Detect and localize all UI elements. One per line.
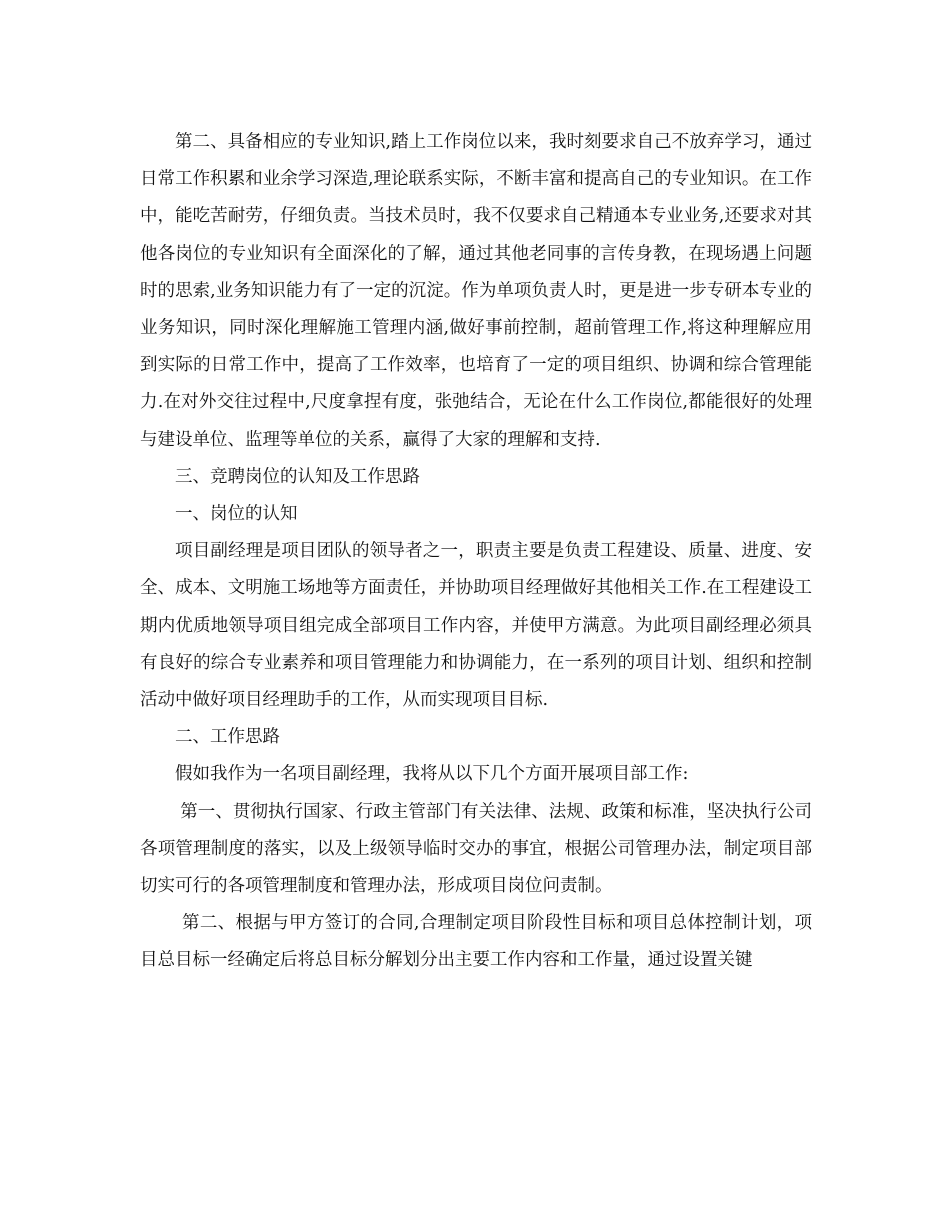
heading-position-cognition: 一、岗位的认知 bbox=[175, 504, 298, 525]
paragraph-deputy-manager-role: 项目副经理是项目团队的领导者之一，职责主要是负责工程建设、质量、进度、安全、成本、文明施工场地等方面责任，并协助项目经理做好其他相关工作.在工程建设工期内优质地领导项目组完成全部项目工作内容，并使甲方满意。为此项目副经理必须具有良好的综合专业素养和项目管理能力和协调能力，在一系列的项目计划、组织和控制活动中做好项目经理助手的工作，从而实现项目目标. bbox=[140, 541, 812, 711]
paragraph-first-point: 第一、贯彻执行国家、行政主管部门有关法律、法规、政策和标准，坚决执行公司各项管理制度的落实，以及上级领导临时交办的事宜，根据公司管理办法，制定项目部切实可行的各项管理制度和管理办法，形成项目岗位问责制。 bbox=[140, 801, 812, 897]
heading-position-cognition-and-ideas: 三、竞聘岗位的认知及工作思路 bbox=[175, 466, 420, 487]
paragraph-intro-work-plan: 假如我作为一名项目副经理，我将从以下几个方面开展项目部工作: bbox=[175, 764, 689, 785]
heading-work-ideas: 二、工作思路 bbox=[175, 727, 280, 748]
paragraph-professional-knowledge: 第二、具备相应的专业知识,踏上工作岗位以来，我时刻要求自己不放弃学习，通过日常工作积累和业余学习深造,理论联系实际，不断丰富和提高自己的专业知识。在工作中，能吃苦耐劳，仔细负责。当技术员时，我不仅要求自己精通本专业业务,还要求对其他各岗位的专业知识有全面深化的了解，通过其他老同事的言传身教，在现场遇上问题时的思索,业务知识能力有了一定的沉淀。作为单项负责人时，更是进一步专研本专业的业务知识，同时深化理解施工管理内涵,做好事前控制，超前管理工作,将这种理解应用到实际的日常工作中，提高了工作效率，也培育了一定的项目组织、协调和综合管理能力.在对外交往过程中,尺度拿捏有度，张弛结合，无论在什么工作岗位,都能很好的处理与建设单位、监理等单位的关系，赢得了大家的理解和支持. bbox=[140, 132, 812, 450]
paragraph-second-point: 第二、根据与甲方签订的合同,合理制定项目阶段性目标和项目总体控制计划，项目总目标一经确定后将总目标分解划分出主要工作内容和工作量，通过设置关键 bbox=[140, 913, 812, 971]
document-body bbox=[140, 124, 812, 980]
